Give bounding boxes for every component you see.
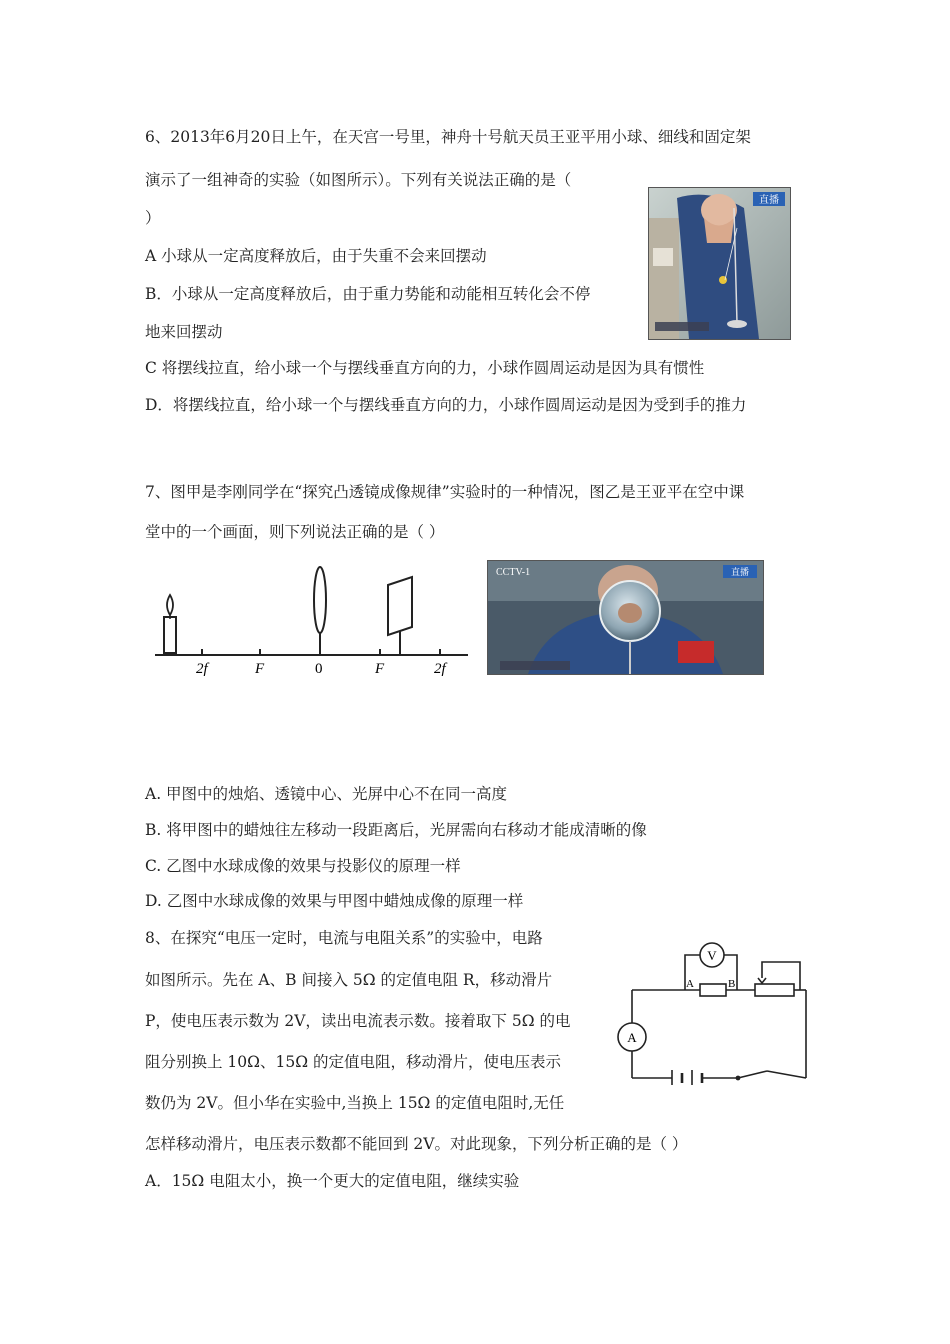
q6-option-c: C 将摆线拉直，给小球一个与摆线垂直方向的力，小球作圆周运动是因为具有惯性: [145, 359, 705, 377]
q8-option-a: A．15Ω 电阻太小，换一个更大的定值电阻，继续实验: [145, 1172, 520, 1190]
q8-stem-line-5: 数仍为 2V。但小华在实验中,当换上 15Ω 的定值电阻时,无任: [145, 1094, 565, 1112]
q7-option-c: C. 乙图中水球成像的效果与投影仪的原理一样: [145, 857, 461, 875]
q6-stem-line-2: 演示了一组神奇的实验（如图所示）。下列有关说法正确的是（: [145, 171, 572, 189]
q6-option-d: D．将摆线拉直，给小球一个与摆线垂直方向的力，小球作圆周运动是因为受到手的推力: [145, 396, 747, 414]
diagram-label-origin: 0: [315, 661, 323, 677]
q6-option-a: A 小球从一定高度释放后，由于失重不会来回摆动: [145, 247, 487, 265]
q8-stem-line-3: P，使电压表示数为 2V，读出电流表示数。接着取下 5Ω 的电: [145, 1012, 571, 1030]
q6-stem-line-3: ）: [145, 209, 161, 227]
q8-stem-line-6: 怎样移动滑片，电压表示数都不能回到 2V。对此现象，下列分析正确的是（ ）: [145, 1135, 688, 1153]
q7-stem-line-1: 7、图甲是李刚同学在“探究凸透镜成像规律”实验时的一种情况，图乙是王亚平在空中课: [145, 483, 745, 501]
q8-circuit-diagram: [612, 935, 812, 1085]
circuit-ammeter-label: A: [627, 1030, 637, 1045]
diagram-label-f-right: F: [375, 661, 385, 677]
q7-option-b: B. 将甲图中的蜡烛往左移动一段距离后，光屏需向右移动才能成清晰的像: [145, 821, 647, 839]
q6-photo-badge: 直播: [759, 195, 779, 206]
q6-stem-line-1: 6、2013年6月20日上午，在天宫一号里，神舟十号航天员王亚平用小球、细线和固定架: [145, 128, 751, 146]
q6-pendulum-photo: [648, 187, 791, 340]
q7-lens-diagram: [150, 565, 470, 680]
q7-option-d: D. 乙图中水球成像的效果与甲图中蜡烛成像的原理一样: [145, 892, 524, 910]
diagram-label-2f-right: 2f: [434, 661, 446, 677]
q7-option-a: A. 甲图中的烛焰、透镜中心、光屏中心不在同一高度: [145, 785, 508, 803]
q6-option-b-line-2: 地来回摆动: [145, 323, 223, 341]
circuit-point-a-label: A: [686, 978, 694, 990]
q8-stem-line-1: 8、在探究“电压一定时，电流与电阻关系”的实验中，电路: [145, 929, 543, 947]
diagram-label-2f-left: 2f: [196, 661, 208, 677]
circuit-point-b-label: B: [728, 978, 736, 990]
q7-photo-badge: 直播: [730, 567, 750, 577]
diagram-label-f-left: F: [255, 661, 265, 677]
q8-stem-line-2: 如图所示。先在 A、B 间接入 5Ω 的定值电阻 R，移动滑片: [145, 971, 553, 989]
q6-option-b-line-1: B．小球从一定高度释放后，由于重力势能和动能相互转化会不停: [145, 285, 591, 303]
q8-stem-line-4: 阻分别换上 10Ω、15Ω 的定值电阻，移动滑片，使电压表示: [145, 1053, 562, 1071]
q7-stem-line-2: 堂中的一个画面，则下列说法正确的是（ ）: [145, 523, 445, 541]
q7-photo-logo: CCTV-1: [496, 567, 531, 578]
circuit-voltmeter-label: V: [707, 948, 717, 963]
q7-water-ball-photo: [487, 560, 764, 675]
